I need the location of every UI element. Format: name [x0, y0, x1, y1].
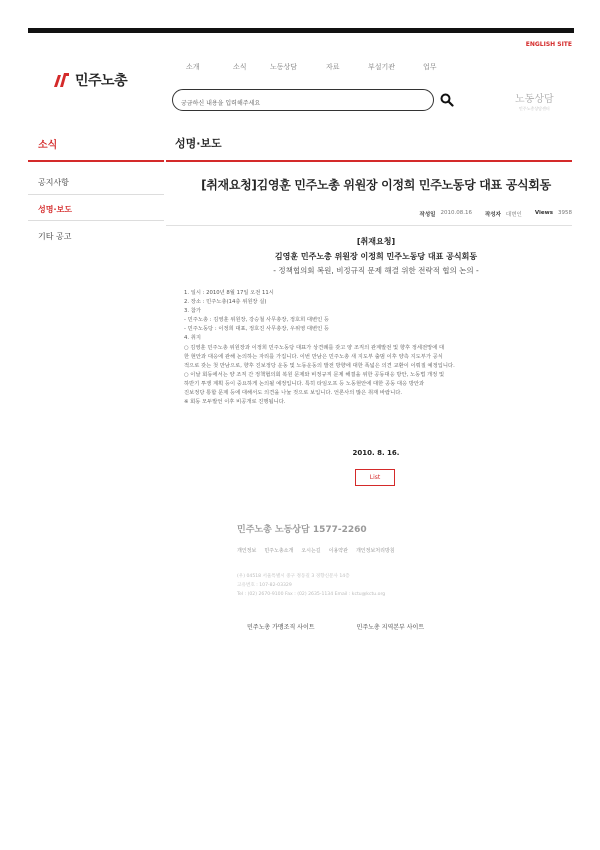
sidebar-separator: [28, 194, 164, 195]
article-subtitle-tag: [취재요청]: [356, 237, 396, 246]
sidebar-title: 소식: [38, 140, 58, 151]
sidebar-item-other[interactable]: 기타 공고: [38, 232, 72, 241]
search-box: [172, 89, 434, 111]
nav-item-news[interactable]: 소식: [233, 63, 247, 71]
body-line: ※ 회동 모두발언 이후 비공개로 진행됩니다.: [184, 399, 286, 406]
footer-link[interactable]: 이용약관: [328, 548, 348, 554]
list-button[interactable]: List: [355, 469, 395, 486]
nav-item-counsel[interactable]: 노동상담: [270, 63, 298, 71]
footer-link[interactable]: 개인정보: [237, 548, 257, 554]
footer-site-regional[interactable]: 민주노총 지역본부 사이트: [356, 624, 425, 631]
footer-info: [237, 572, 385, 599]
body-line: ○ 이날 회동에서는 양 조직 간 정책협의회 복원 문제와 비정규직 문제 해결을 위한 공동대응 방안, 노동법 개정 및: [184, 371, 445, 378]
counsel-label: 노동상담: [515, 94, 554, 105]
logo-text: 민주노총: [75, 73, 128, 89]
nav-item-data[interactable]: 자료: [326, 63, 340, 71]
body-line: 하반기 투쟁 계획 등이 중요하게 논의될 예정입니다. 특히 타임오프 등 노동현안에 대한 공동 대응 방안과: [184, 380, 425, 387]
body-line: 1. 일시 : 2010년 8월 17일 오전 11시: [184, 290, 274, 296]
sidebar-separator: [28, 220, 164, 221]
search-input[interactable]: [181, 94, 421, 113]
article-body: [184, 289, 574, 407]
date-label: 작성일: [419, 212, 436, 218]
footer-address: (우) 04518 서울특별시 중구 정동길 3 경향신문사 14층: [237, 574, 350, 579]
body-line: 적으로 갖는 첫 만남으로, 향후 진보정당 운동 및 노동운동의 발전 방향에 대한 폭넓은 의견 교환이 이뤄질 예정입니다.: [184, 362, 455, 369]
footer-regno: 고유번호 : 107-82-03329: [237, 583, 292, 588]
author-label: 작성자: [484, 212, 501, 218]
article-meta: [420, 210, 573, 218]
views-label: Views: [534, 210, 553, 216]
kctu-logo-icon: [52, 72, 72, 88]
search-icon[interactable]: [440, 92, 454, 106]
counsel-sub: 민주노총상담센터: [518, 106, 550, 111]
footer-site-affiliates[interactable]: 민주노총 가맹조직 사이트: [247, 624, 315, 631]
main-divider: [166, 160, 572, 162]
body-line: ○ 김영훈 민주노총 위원장과 이정희 민주노동당 대표가 상견례를 갖고 양 조직의 관계발전 및 향후 정세전망에 대: [184, 344, 445, 351]
sidebar-item-notice[interactable]: 공지사항: [38, 178, 69, 187]
body-line: 4. 취지: [184, 335, 201, 342]
footer-link[interactable]: 오시는길: [301, 548, 321, 554]
top-bar: [28, 28, 574, 33]
nav-item-affiliates[interactable]: 부설기관: [368, 63, 396, 71]
footer-link[interactable]: 개인정보처리방침: [355, 548, 395, 554]
body-line: 3. 참가: [184, 308, 201, 315]
body-line: 진보정당 통합 문제 등에 대해서도 의견을 나눌 것으로 보입니다. 언론사의 많은 취재 바랍니다.: [184, 390, 403, 397]
nav-item-work[interactable]: 업무: [423, 63, 437, 71]
body-line: 2. 장소 : 민주노총(14층 위원장 실): [184, 299, 267, 306]
footer-contact: Tel : (02) 2670-9100 Fax : (02) 2635-1134 Email : kctu@kctu.org: [237, 592, 386, 597]
article-author: 대변인: [505, 212, 522, 218]
english-site-link[interactable]: ENGLISH SITE: [525, 41, 572, 48]
article-views: 3958: [558, 210, 572, 216]
body-line: 한 현안과 대응에 관해 논의하는 자리를 가집니다. 이번 만남은 민주노총 새 지도부 출범 이후 양측 지도부가 공식: [184, 353, 443, 360]
footer-links: [237, 547, 395, 554]
body-line: - 민주노총 : 김영훈 위원장, 강승철 사무총장, 정호희 대변인 등: [184, 317, 330, 324]
page-title: 성명·보도: [175, 137, 222, 150]
footer-link[interactable]: 민주노총소개: [264, 548, 294, 554]
counsel-link[interactable]: [515, 90, 554, 112]
logo[interactable]: [52, 70, 127, 90]
article-sign-date: 2010. 8. 16.: [352, 449, 400, 457]
body-line: - 민주노동당 : 이정희 대표, 정호진 사무총장, 우위영 대변인 등: [184, 326, 330, 333]
article-title: [취재요청]김영훈 민주노총 위원장 이정희 민주노동당 대표 공식회동: [201, 178, 551, 192]
article-date: 2010.08.16: [440, 210, 472, 216]
article-subtitle: 김영훈 민주노총 위원장 이정희 민주노동당 대표 공식회동: [274, 252, 478, 261]
article-subheading: - 정책협의회 복원, 비정규직 문제 해결 위한 전략적 협의 논의 -: [273, 266, 479, 275]
nav-item-about[interactable]: 소개: [186, 63, 200, 71]
sidebar-divider: [28, 160, 164, 162]
footer-sites: [247, 622, 424, 631]
sidebar-item-press[interactable]: 성명·보도: [38, 205, 72, 214]
footer-title: 민주노총 노동상담 1577-2260: [237, 525, 367, 535]
meta-divider: [166, 225, 572, 226]
global-nav: [186, 62, 437, 72]
